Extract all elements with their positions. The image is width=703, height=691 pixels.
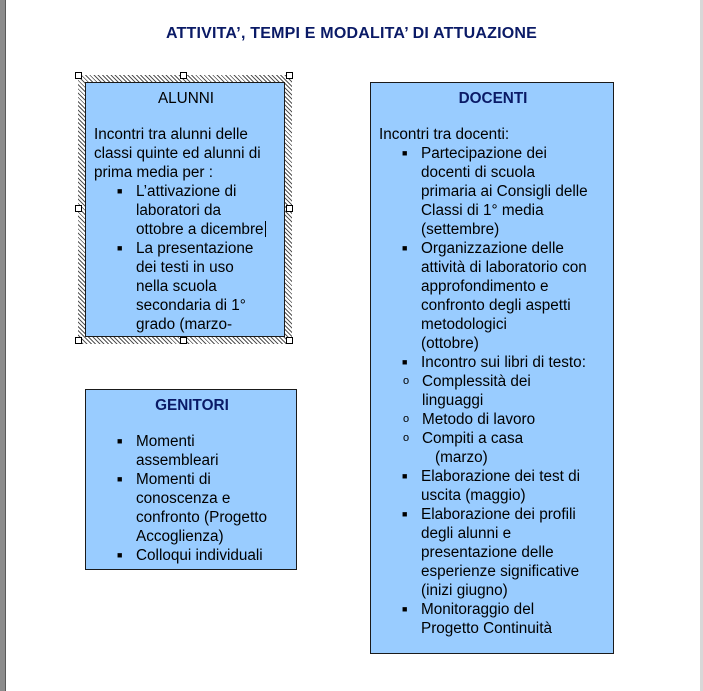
square-bullet-icon: ■: [117, 436, 123, 446]
list-item: ■ Momenti assembleari: [117, 433, 219, 469]
square-bullet-icon: ■: [117, 550, 123, 560]
square-bullet-icon: ■: [117, 186, 123, 196]
list-item: ■ La presentazione dei testi in uso nella scuola secondaria di 1° grado (marzo-: [117, 240, 254, 333]
sub-list-item: o Complessità dei linguaggi: [403, 373, 531, 409]
list-item: ■ L’attivazione di laboratori da ottobre a dicembre: [117, 183, 264, 238]
square-bullet-icon: ■: [402, 604, 408, 614]
circle-bullet-icon: o: [403, 413, 410, 425]
list-item: ■ Partecipazione dei docenti di scuola primaria ai Consigli delle Classi di 1° media (settembre): [402, 145, 588, 238]
resize-handle-bottom-left[interactable]: [75, 337, 82, 344]
docenti-intro: Incontri tra docenti:: [379, 126, 510, 143]
genitori-list: [94, 432, 290, 565]
resize-handle-top-right[interactable]: [286, 72, 293, 79]
resize-handle-left[interactable]: [75, 205, 82, 212]
resize-handle-right[interactable]: [286, 205, 293, 212]
alunni-list: [94, 182, 278, 334]
resize-handle-top-left[interactable]: [75, 72, 82, 79]
resize-handle-bottom[interactable]: [180, 337, 187, 344]
square-bullet-icon: ■: [402, 471, 408, 481]
list-item: ■ Elaborazione dei profili degli alunni e presentazione delle esperienze significative (inizi giugno): [402, 506, 580, 599]
square-bullet-icon: ■: [402, 509, 408, 519]
sub-note: (marzo): [435, 449, 488, 466]
page-title: ATTIVITA’, TEMPI E MODALITA’ DI ATTUAZIONE: [165, 25, 538, 42]
circle-bullet-icon: o: [403, 432, 410, 444]
docenti-text-box[interactable]: [370, 82, 614, 654]
list-item: ■ Colloqui individuali: [117, 547, 263, 564]
docenti-sublist: [379, 372, 607, 448]
resize-handle-bottom-right[interactable]: [286, 337, 293, 344]
alunni-heading: ALUNNI: [157, 90, 215, 107]
square-bullet-icon: ■: [117, 243, 123, 253]
text-cursor: [265, 221, 266, 237]
list-item: ■ Incontro sui libri di testo: o Complessità dei linguaggi o Metodo di lavoro o Compiti a casa (marzo): [379, 353, 607, 467]
sub-list-item: o Compiti a casa: [403, 430, 524, 447]
docenti-list: [379, 144, 607, 638]
alunni-intro: Incontri tra alunni delle classi quinte ed alunni di prima media per :: [94, 126, 261, 181]
alunni-text-box[interactable]: [85, 82, 285, 337]
square-bullet-icon: ■: [402, 148, 408, 158]
square-bullet-icon: ■: [402, 357, 408, 367]
square-bullet-icon: ■: [402, 243, 408, 253]
resize-handle-top[interactable]: [180, 72, 187, 79]
list-item: ■ Organizzazione delle attività di laboratorio con approfondimento e confronto degli aspetti metodologici (ottobre): [402, 240, 587, 352]
square-bullet-icon: ■: [117, 474, 123, 484]
list-item: ■ Elaborazione dei test di uscita (maggio): [402, 468, 581, 504]
genitori-text-box[interactable]: [85, 389, 297, 570]
list-item: ■ Monitoraggio del Progetto Continuità: [402, 601, 552, 637]
docenti-heading: DOCENTI: [458, 90, 528, 107]
window-left-edge: [0, 0, 6, 691]
list-item: ■ Momenti di conoscenza e confronto (Progetto Accoglienza): [117, 471, 267, 545]
circle-bullet-icon: o: [403, 375, 410, 387]
genitori-heading: GENITORI: [155, 397, 229, 414]
sub-list-item: o Metodo di lavoro: [403, 411, 536, 428]
